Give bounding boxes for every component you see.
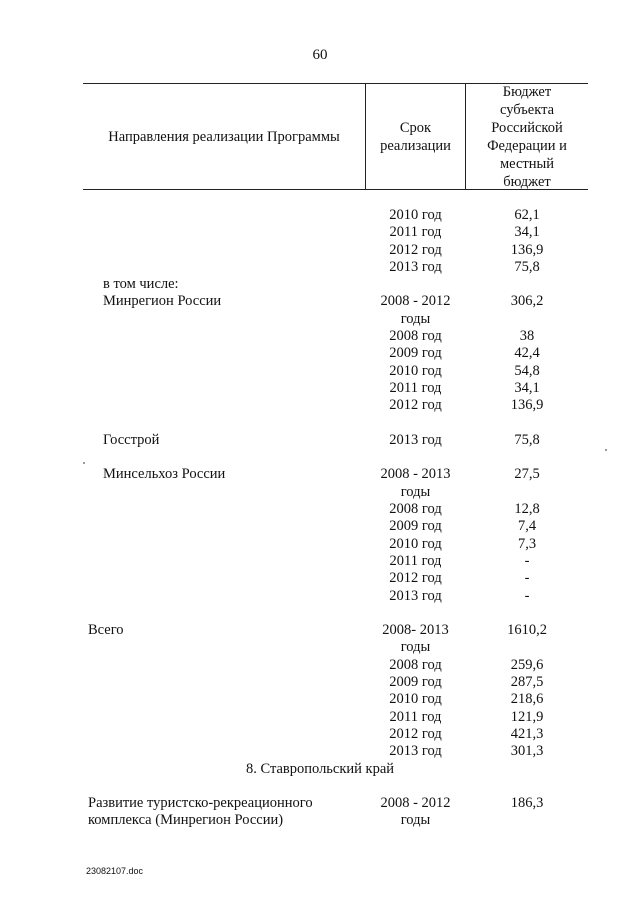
table-row: [0, 726, 640, 743]
row-budget-value: 121,9: [510, 708, 544, 725]
table-row: [0, 570, 640, 587]
table-row: [0, 466, 640, 483]
table-row: [0, 518, 640, 535]
table-body: [0, 207, 640, 830]
header-direction: [83, 84, 365, 189]
row-period: 2008 - 2012: [380, 293, 451, 310]
header-budget: [466, 84, 588, 189]
row-budget-value: 12,8: [514, 501, 540, 518]
row-period: годы: [400, 639, 431, 656]
row-period: годы: [400, 310, 431, 327]
row-budget-value: -: [524, 587, 530, 604]
section-title-row: [0, 761, 640, 778]
row-budget-value: -: [524, 552, 530, 569]
row-period: 2008 год: [389, 501, 442, 518]
row-budget-value: 136,9: [510, 397, 544, 414]
row-period: 2010 год: [389, 362, 442, 379]
row-direction: в том числе:: [103, 276, 179, 293]
row-budget-value: 42,4: [514, 345, 540, 362]
row-period: 2013 год: [389, 587, 442, 604]
row-period: 2012 год: [389, 725, 442, 742]
row-budget-value: 218,6: [510, 691, 544, 708]
row-budget-value: 27,5: [514, 466, 540, 483]
header-budget-line: Бюджет: [502, 83, 552, 100]
row-budget-value: 54,8: [514, 362, 540, 379]
table-row: [0, 311, 640, 328]
row-budget-value: 421,3: [510, 725, 544, 742]
header-budget-line: Федерации и: [487, 137, 567, 154]
table-row: [0, 795, 640, 812]
footer-filename: 23082107.doc: [86, 866, 144, 876]
row-budget-value: 34,1: [514, 379, 540, 396]
table-row: [0, 397, 640, 414]
page-number: 60: [312, 47, 328, 63]
row-period: 2008 год: [389, 656, 442, 673]
table-row: [0, 709, 640, 726]
row-period: 2011 год: [389, 224, 442, 241]
row-budget-value: 7,3: [517, 535, 537, 552]
row-budget-value: 62,1: [514, 207, 540, 223]
header-budget-line: Российской: [491, 119, 563, 136]
table-row: [0, 380, 640, 397]
table-row: [0, 484, 640, 501]
row-direction: Развитие туристско-рекреационного: [88, 795, 313, 812]
table-row: [0, 812, 640, 829]
header-period: [366, 84, 465, 189]
row-period: 2010 год: [389, 535, 442, 552]
row-period: 2012 год: [389, 241, 442, 258]
row-period: 2012 год: [389, 397, 442, 414]
row-period: 2012 год: [389, 570, 442, 587]
row-period: 2011 год: [389, 552, 442, 569]
row-period: 2011 год: [389, 379, 442, 396]
table-row: [0, 276, 640, 293]
table-row: [0, 242, 640, 259]
table-row: [0, 328, 640, 345]
table-row: [0, 622, 640, 639]
row-budget-value: 7,4: [517, 518, 537, 535]
table-row: [0, 449, 640, 466]
row-period: 2008 год: [389, 328, 442, 345]
section-title: 8. Ставропольский край: [245, 760, 395, 777]
row-budget-value: 34,1: [514, 224, 540, 241]
header-direction-text: Направления реализации Программы: [108, 128, 340, 145]
table-row: [0, 553, 640, 570]
row-budget-value: 136,9: [510, 241, 544, 258]
row-period: 2009 год: [389, 674, 442, 691]
row-period: 2011 год: [389, 708, 442, 725]
table-row: [0, 345, 640, 362]
row-budget-value: 1610,2: [507, 622, 547, 639]
row-period: 2013 год: [389, 258, 442, 275]
row-budget-value: 75,8: [514, 431, 540, 448]
table-row: [0, 415, 640, 432]
row-period: 2009 год: [389, 345, 442, 362]
scan-speck: [605, 449, 607, 451]
table-row: [0, 501, 640, 518]
table-row: [0, 674, 640, 691]
table-row: [0, 605, 640, 622]
table-row: [0, 657, 640, 674]
row-period: годы: [400, 812, 431, 829]
header-budget-line: бюджет: [503, 173, 551, 190]
row-period: 2010 год: [389, 691, 442, 708]
scan-speck: [83, 462, 85, 464]
table-row: [0, 207, 640, 224]
row-budget-value: 306,2: [510, 293, 544, 310]
row-budget-value: -: [524, 570, 530, 587]
header-period-line: реализации: [380, 137, 451, 154]
table-row: [0, 691, 640, 708]
row-direction: комплекса (Минрегион России): [88, 812, 284, 829]
table-row: [0, 536, 640, 553]
row-budget-value: 75,8: [514, 258, 540, 275]
row-budget-value: 38: [519, 328, 535, 345]
row-direction: Минсельхоз России: [103, 466, 226, 483]
row-direction: Всего: [88, 622, 124, 639]
table-row: [0, 363, 640, 380]
row-budget-value: 259,6: [510, 656, 544, 673]
table-row: [0, 224, 640, 241]
row-period: 2008 - 2013: [380, 466, 451, 483]
row-budget-value: 301,3: [510, 743, 544, 760]
row-direction: Госстрой: [103, 431, 160, 448]
row-period: 2013 год: [389, 431, 442, 448]
table-row: [0, 432, 640, 449]
row-budget-value: 186,3: [510, 795, 544, 812]
header-budget-line: местный: [499, 155, 554, 172]
table-row: [0, 743, 640, 760]
row-period: 2008 - 2012: [380, 795, 451, 812]
row-period: 2009 год: [389, 518, 442, 535]
row-direction: Минрегион России: [103, 293, 222, 310]
row-period: 2013 год: [389, 743, 442, 760]
row-period: 2010 год: [389, 207, 442, 223]
table-row: [0, 293, 640, 310]
table-row: [0, 259, 640, 276]
table-row: [0, 639, 640, 656]
spacer-row: [0, 778, 640, 795]
header-bottom-rule: [83, 189, 588, 190]
row-budget-value: 287,5: [510, 674, 544, 691]
header-period-line: Срок: [399, 119, 432, 136]
table-row: [0, 588, 640, 605]
row-period: годы: [400, 483, 431, 500]
header-budget-line: субъекта: [499, 101, 555, 118]
row-period: 2008- 2013: [382, 622, 449, 639]
